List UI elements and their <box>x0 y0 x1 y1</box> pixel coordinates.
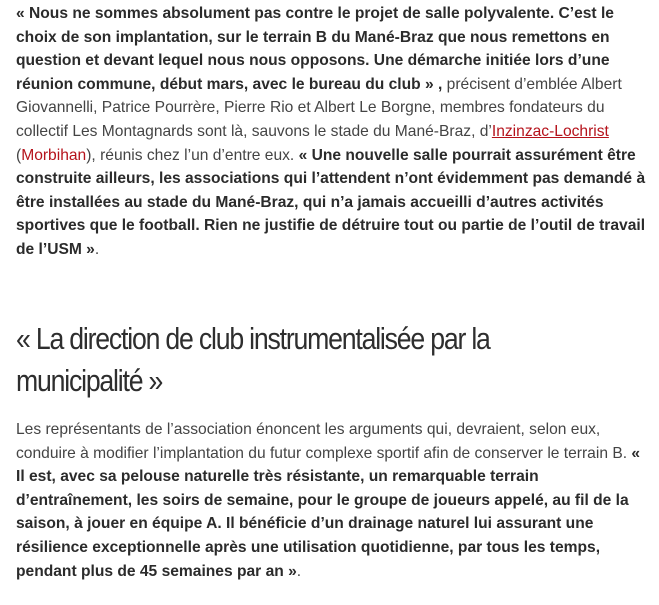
paragraph-1 <box>16 2 648 262</box>
paragraph-1-text-d: . <box>94 240 100 258</box>
paragraph-1-text-a: précisent d’emblée Albert Giovannelli, Patrice Pourrère, Pierre Rio et Albert Le Borgne, membres fondateurs du collectif Les Montagnards sont là, sauvons le stade du Mané-Braz, d’ <box>16 75 622 140</box>
paragraph-2 <box>16 418 648 583</box>
quote-second: « Une nouvelle salle pourrait assurément être construite ailleurs, les associations qui l’attendent n’ont évidemment pas demandé à être installées au stade du Mané-Braz, qui n’a jamais accueilli d’autres activités sportives que le football. Rien ne justifie de détruire tout ou partie de l’outil de travail de l’USM » <box>16 146 646 258</box>
link-morbihan[interactable]: Morbihan <box>21 146 87 164</box>
quote-opening: « Nous ne sommes absolument pas contre le projet de salle polyvalente. C’est le choix de son implantation, sur le terrain B du Mané-Braz que nous remettons en question et devant lequel nous nous opposons. Une démarche initiée lors d’une réunion commune, début mars, avec le bureau du club » , <box>16 5 614 93</box>
paragraph-1-text-c: ), réunis chez l’un d’entre eux. <box>86 146 299 164</box>
paragraph-2-text-b: . <box>296 562 302 580</box>
section-heading: « La direction de club instrumentalisée par la municipalité » <box>16 321 490 398</box>
paragraph-2-text-a: Les représentants de l’association énoncent les arguments qui, devraient, selon eux, conduire à modifier l’implantation du futur complexe sportif afin de conserver le terrain B. <box>16 421 632 462</box>
paragraph-1-text-b: ( <box>16 146 22 164</box>
quote-third: « Il est, avec sa pelouse naturelle très résistante, un remarquable terrain d’entraînement, les soirs de semaine, pour le groupe de joueurs appelé, au fil de la saison, à jouer en équipe A. Il bénéficie d’un drainage naturel lui assurant une résilience exceptionnelle après une utilisation quotidienne, par tous les temps, pendant plus de 45 semaines par an » <box>16 444 641 580</box>
link-inzinzac-lochrist[interactable]: Inzinzac-Lochrist <box>491 122 609 140</box>
article-body <box>16 2 648 262</box>
